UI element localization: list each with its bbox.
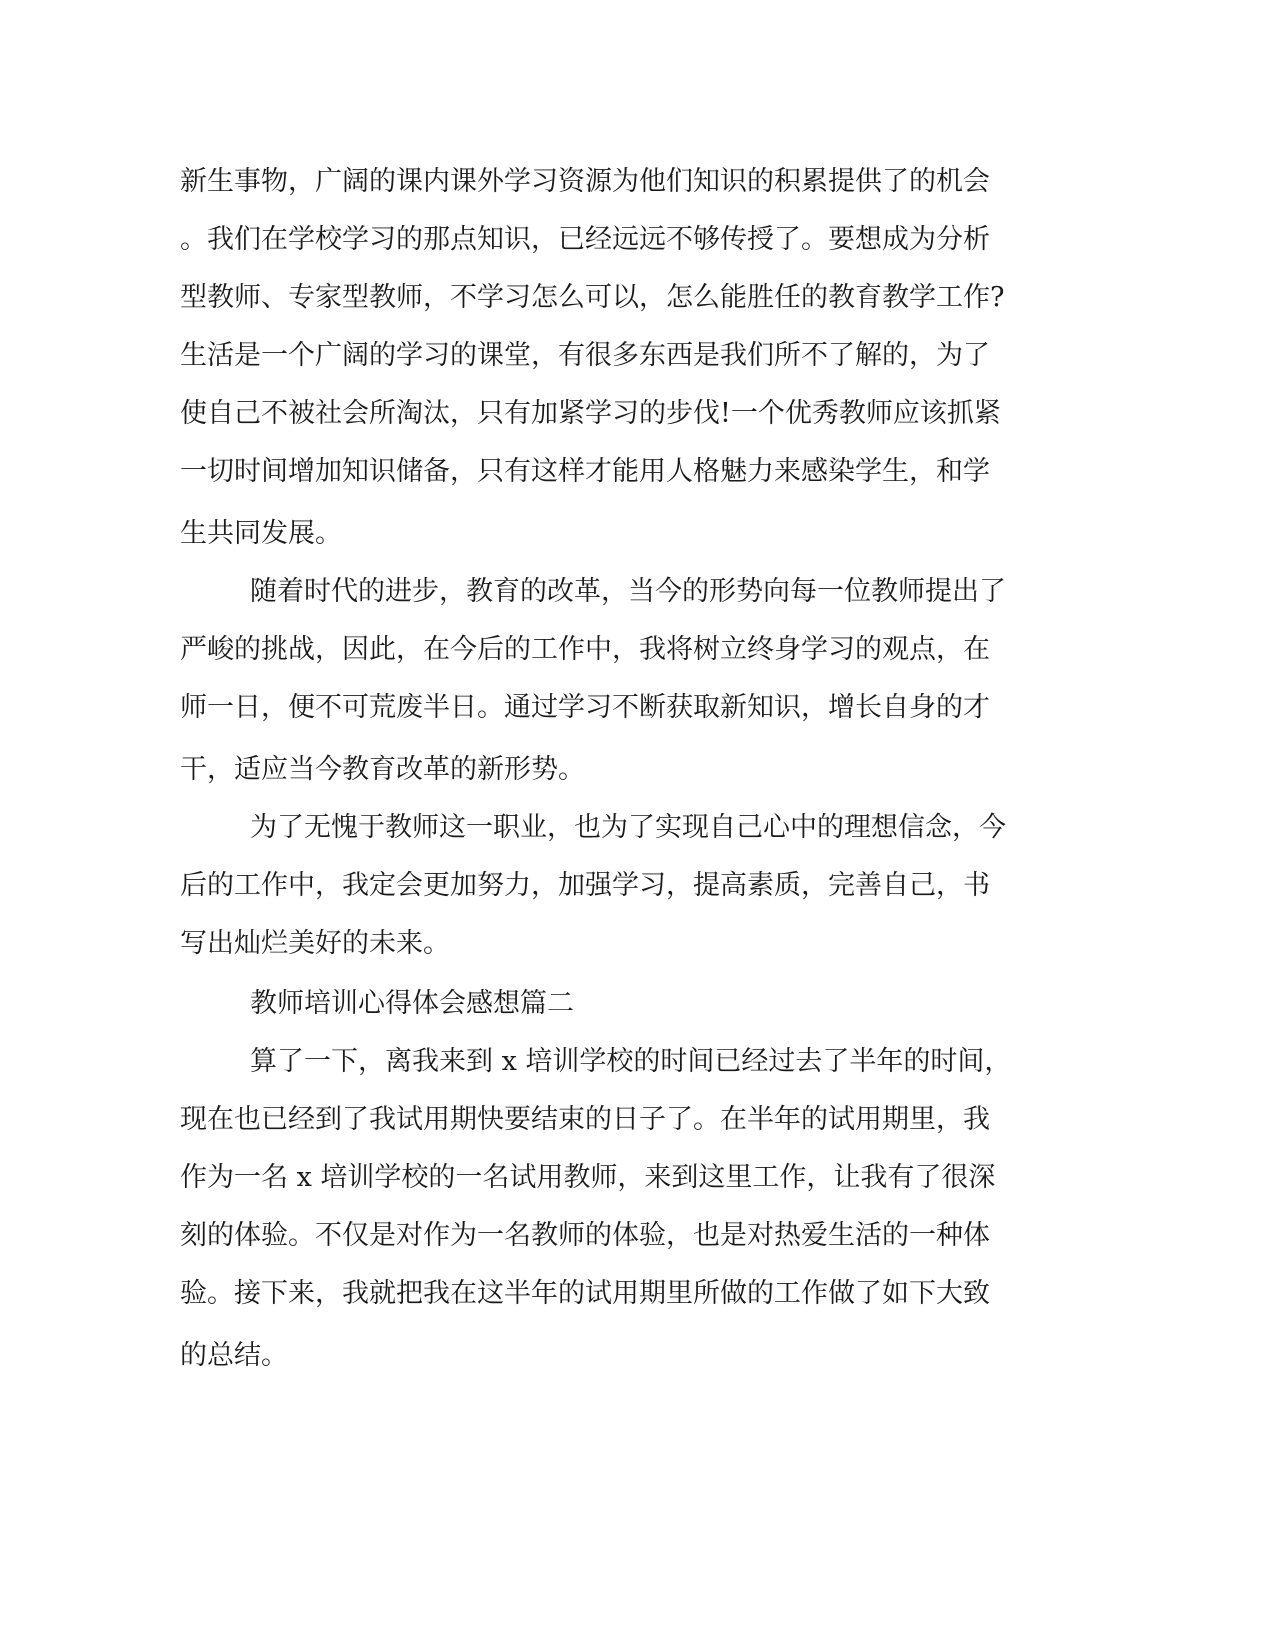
- text-line: 验。接下来，我就把我在这半年的试用期里所做的工作做了如下大致: [180, 1278, 990, 1309]
- paragraph-first-line: 算了一下，离我来到 x 培训学校的时间已经过去了半年的时间，: [250, 1046, 1012, 1077]
- paragraph-first-line: 为了无愧于教师这一职业，也为了实现自己心中的理想信念，今: [250, 812, 1006, 843]
- text-line: 新生事物，广阔的课内课外学习资源为他们知识的积累提供了的机会: [180, 166, 990, 197]
- text-line: 写出灿烂美好的未来。: [180, 928, 450, 959]
- text-line: 严峻的挑战，因此，在今后的工作中，我将树立终身学习的观点，在: [180, 634, 990, 665]
- text-line: 现在也已经到了我试用期快要结束的日子了。在半年的试用期里，我: [180, 1104, 990, 1135]
- section-heading: 教师培训心得体会感想篇二: [250, 988, 574, 1019]
- text-line: 生共同发展。: [180, 518, 342, 549]
- text-line: 一切时间增加知识储备，只有这样才能用人格魅力来感染学生，和学: [180, 456, 990, 487]
- text-line: 的总结。: [180, 1340, 288, 1371]
- text-line: 。我们在学校学习的那点知识，已经远远不够传授了。要想成为分析: [180, 224, 990, 255]
- text-line: 作为一名 x 培训学校的一名试用教师，来到这里工作，让我有了很深: [180, 1162, 996, 1193]
- text-line: 生活是一个广阔的学习的课堂，有很多东西是我们所不了解的，为了: [180, 340, 990, 371]
- text-line: 后的工作中，我定会更加努力，加强学习，提高素质，完善自己，书: [180, 870, 990, 901]
- text-line: 师一日，便不可荒废半日。通过学习不断获取新知识，增长自身的才: [180, 692, 990, 723]
- text-line: 刻的体验。不仅是对作为一名教师的体验，也是对热爱生活的一种体: [180, 1220, 990, 1251]
- text-line: 使自己不被社会所淘汰，只有加紧学习的步伐!一个优秀教师应该抓紧: [180, 398, 1001, 429]
- paragraph-first-line: 随着时代的进步，教育的改革，当今的形势向每一位教师提出了: [250, 576, 1006, 607]
- text-line: 干，适应当今教育改革的新形势。: [180, 754, 585, 785]
- text-line: 型教师、专家型教师，不学习怎么可以，怎么能胜任的教育教学工作?: [180, 282, 1005, 313]
